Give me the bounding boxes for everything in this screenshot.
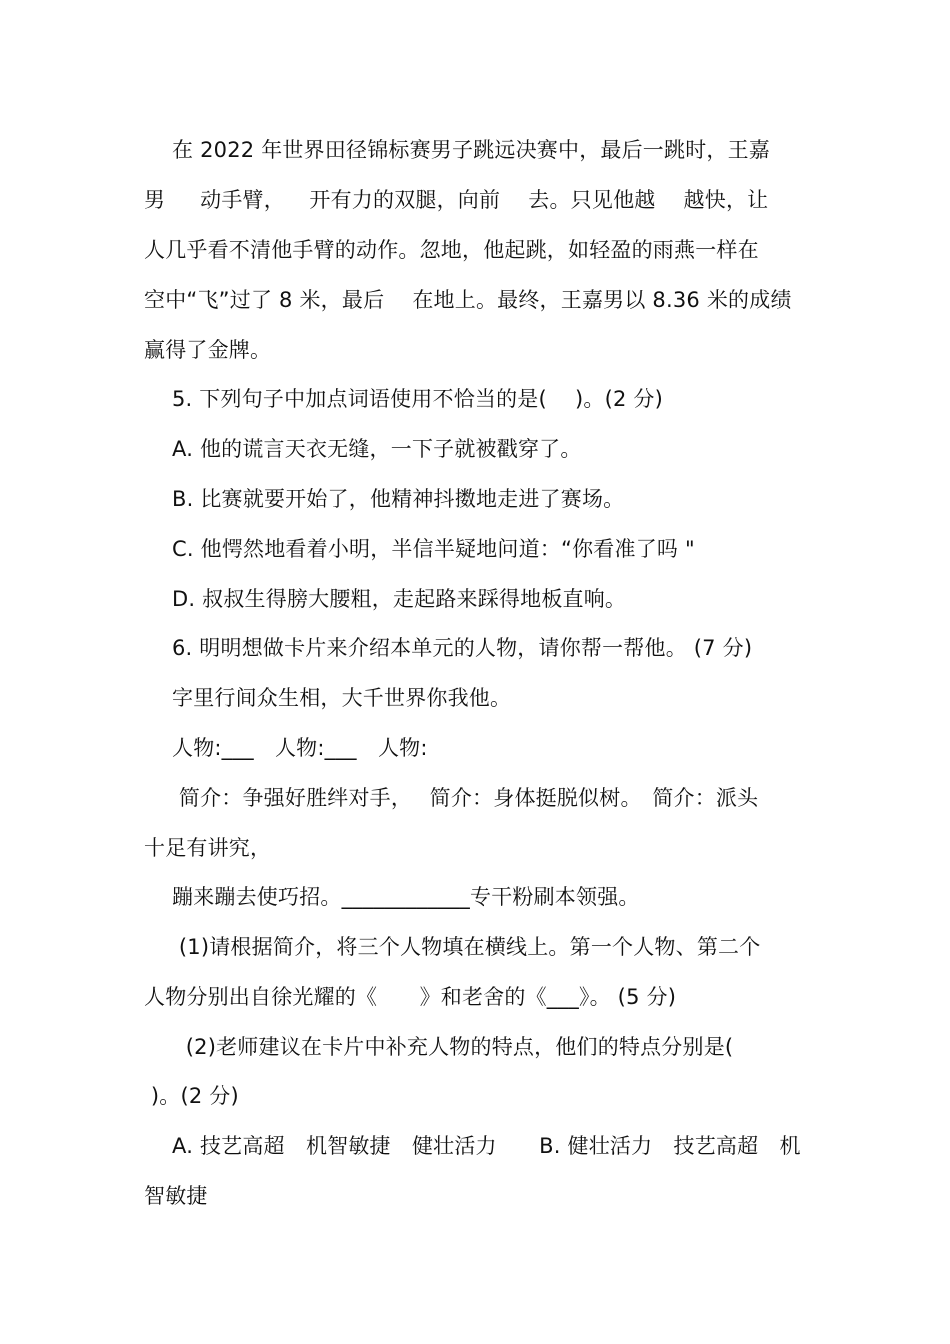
question-5-stem: 5. 下列句子中加点词语使用不恰当的是( )。(2 分) bbox=[172, 387, 663, 411]
question-6-sub2-line-1: (2)老师建议在卡片中补充人物的特点，他们的特点分别是( bbox=[172, 1035, 734, 1059]
question-5-option-c: C. 他愕然地看着小明，半信半疑地问道：“你看准了吗 " bbox=[172, 537, 695, 561]
passage-line-1: 在 2022 年世界田径锦标赛男子跳远决赛中，最后一跳时，王嘉 bbox=[172, 138, 770, 162]
passage-line-5: 赢得了金牌。 bbox=[144, 338, 272, 362]
question-6-sub1-line-2: 人物分别出自徐光耀的《 》和老舍的《___》。 (5 分) bbox=[144, 985, 677, 1009]
question-6-sub2-line-2: )。(2 分) bbox=[144, 1084, 239, 1108]
question-6-intro-line-2: 十足有讲究， bbox=[144, 836, 272, 860]
question-5-option-b: B. 比赛就要开始了，他精神抖擞地走进了赛场。 bbox=[172, 487, 625, 511]
question-6-names: 人物:___ 人物:___ 人物: bbox=[172, 736, 428, 760]
question-6-options-line-2: 智敏捷 bbox=[144, 1184, 208, 1208]
passage-line-4: 空中“飞”过了 8 米，最后 在地上。最终，王嘉男以 8.36 米的成绩 bbox=[144, 288, 792, 312]
passage-line-2: 男 动手臂， 开有力的双腿，向前 去。只见他越 越快，让 bbox=[144, 188, 769, 212]
question-6-stem: 6. 明明想做卡片来介绍本单元的人物，请你帮一帮他。 (7 分) bbox=[172, 636, 753, 660]
question-6-options-line-1: A. 技艺高超 机智敏捷 健壮活力 B. 健壮活力 技艺高超 机 bbox=[172, 1134, 801, 1158]
question-5-option-d: D. 叔叔生得膀大腰粗，走起路来踩得地板直响。 bbox=[172, 587, 627, 611]
question-6-intro-line-1: 简介：争强好胜绊对手， 简介：身体挺脱似树。 简介：派头 bbox=[172, 786, 759, 810]
question-6-motto: 字里行间众生相，大千世界你我他。 bbox=[172, 686, 512, 710]
question-6-sub1-line-1: (1)请根据简介，将三个人物填在横线上。第一个人物、第二个 bbox=[172, 935, 761, 959]
question-5-option-a: A. 他的谎言天衣无缝，一下子就被戳穿了。 bbox=[172, 437, 582, 461]
passage-line-3: 人几乎看不清他手臂的动作。忽地，他起跳，如轻盈的雨燕一样在 bbox=[144, 238, 759, 262]
question-6-intro-line-3: 蹦来蹦去使巧招。____________专干粉刷本领强。 bbox=[172, 885, 640, 909]
